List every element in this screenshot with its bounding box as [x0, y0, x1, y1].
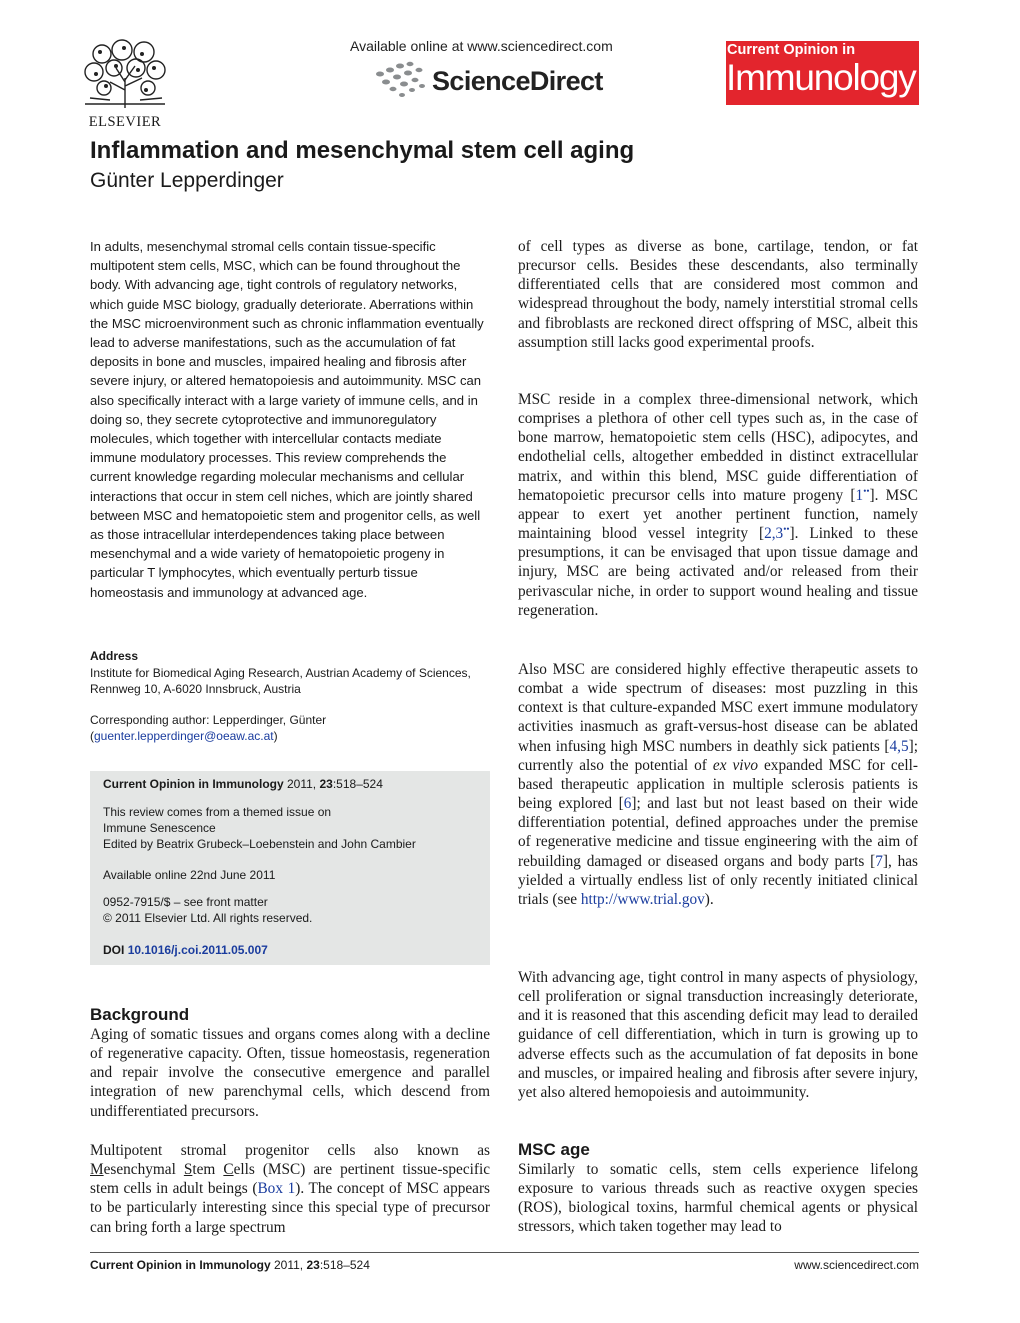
ref-4-5-link[interactable]: 4,5	[889, 737, 909, 755]
bg-p2-letter-c: C	[223, 1161, 234, 1179]
info-citation	[103, 776, 383, 792]
info-doi-link[interactable]: 10.1016/j.coi.2011.05.007	[127, 943, 268, 957]
sciencedirect-logo[interactable]	[372, 60, 622, 104]
rc-p3-text-c: expanded MSC for cell-based therapeutic application in multiple sclerosis patients is being explored [	[518, 756, 918, 813]
abstract: In adults, mesenchymal stromal cells contain tissue-specific multipotent stem cells, MSC, which can be found throughout the body. With advancing age, tight controls of regulatory networks, which guide MSC biology, gradually deteriorate. Aberrations within the MSC microenvironment such as chronic inflammation eventually lead to adverse manifestations, such as the accumulation of fat deposits in bone and muscles, impaired healing and fibrosis after severe injury, or altered hematopoiesis and autoimmunity. MSC can also specifically interact with a large variety of immune cells, and in doing so, they secrete cytoprotective and immunoregulatory molecules, which together with intercellular contacts mediate immune modulatory processes. This review comprehends the current knowledge regarding molecular mechanisms and cellular interactions that occur in stem cell niches, which are jointly shared between MSC and hematopoietic stem and progenitor cells, as well as those intracellular interdependences taking place between mesenchymal and a wide variety of hematopoietic progeny in particular T lymphocytes, which eventually perturb tissue homeostasis and immunology at advanced age.	[90, 239, 484, 600]
footer-journal-name: Current Opinion in Immunology	[90, 1258, 271, 1272]
rc-p2-text-a: MSC reside in a complex three-dimensional network, which comprises a plethora of other cell types such as, in the case of bone marrow, hematopoietic stem cells (HSC), adipocytes, and endothelial cells, altogether embedded in distinct extracellular matrix, and within this blend, MSC guide differentiation of hematopoietic precursor cells into mature progeny [	[518, 391, 918, 504]
info-theme-line-2: Immune Senescence	[103, 821, 216, 835]
rc-p2-text-b: ]. MSC appear to exert yet another pertinent function, namely maintaining blood vessel integrity [	[518, 486, 918, 543]
author-email-link[interactable]: guenter.lepperdinger@oeaw.ac.at	[94, 729, 274, 743]
address-line-1: Institute for Biomedical Aging Research, Austrian Academy of Sciences,	[90, 666, 471, 680]
right-paragraph-1: of cell types as diverse as bone, cartilage, tendon, or fat precursor cells. Besides these descendants, also terminally differentiated cells that are considered most common and widespread throughout the body, namely interstitial stromal cells and fibroblasts are reckoned direct offspring of MSC, albeit this assumption still lacks good experimental proofs.	[518, 238, 918, 351]
right-paragraph-4: With advancing age, tight control in many aspects of physiology, cell proliferation or signal transduction increasingly deteriorate, and it is reasoned that this ascending deficit may lead to derailed guidance of cell differentiation, which in turn is growing up to adverse effects such as the accumulation of fat deposits in bone and muscles, or impaired healing and fibrosis after severe injury, yet also altered hemopoiesis and autoimmunity.	[518, 969, 918, 1101]
footer-year: 2011,	[274, 1258, 304, 1272]
bg-p2-letter-m: M	[90, 1161, 104, 1179]
article-info-box	[90, 771, 490, 965]
footer-volume: 23	[306, 1258, 320, 1272]
info-copyright: © 2011 Elsevier Ltd. All rights reserved.	[103, 911, 313, 925]
bg-p2-text-a: Multipotent stromal progenitor cells also known as	[90, 1142, 490, 1159]
ref-7-link[interactable]: 7	[875, 852, 883, 870]
article-author: Günter Lepperdinger	[90, 169, 284, 192]
address-label: Address	[90, 649, 139, 663]
bg-p2-text-c: tem	[192, 1161, 224, 1179]
journal-badge[interactable]	[726, 41, 919, 105]
article-title: Inflammation and mesenchymal stem cell aging	[90, 137, 635, 164]
bg-p2-text-b: esenchymal	[103, 1161, 184, 1179]
info-doi	[103, 942, 268, 958]
journal-badge-top-text: Current Opinion in	[727, 42, 856, 58]
rc-p3-text-b: ]; currently also the potential of	[518, 737, 918, 774]
info-doi-label: DOI	[103, 943, 125, 957]
info-theme-line-3: Edited by Beatrix Grubeck–Loebenstein and John Cambier	[103, 837, 416, 851]
corresponding-author-name: Corresponding author: Lepperdinger, Günter	[90, 713, 327, 727]
rc-p2-text-c: ]. Linked to these presumptions, it can be envisaged that upon tissue damage and injury, MSC are being activated and/or released from their perivascular niche, in order to support wound healing and tissue regeneration.	[518, 525, 918, 619]
info-issn	[103, 894, 312, 926]
bg-p2-text-d: ells (MSC) are pertinent tissue-specific stem cells in adult beings (	[90, 1161, 490, 1198]
rc-p3-text-a: Also MSC are considered highly effective therapeutic assets to combat a wide spectrum of diseases: most puzzling in this context is that culture-expanded MSC exert immune modulatory activities inasmuch as graft-versus-host disease can be ablated when infusing high MSC numbers in deathly sick patients [	[518, 661, 918, 755]
footer-citation	[90, 1258, 370, 1272]
rc-p3-text-e: ], has yielded a virtually endless list of only recently initiated clinical trials (see	[518, 852, 919, 908]
elsevier-tree-icon	[80, 38, 170, 110]
ref-1-link[interactable]: 1	[855, 486, 864, 504]
elsevier-logo	[80, 38, 170, 130]
rc-p3-ex-vivo: ex vivo	[712, 756, 758, 774]
address-line-2: Rennweg 10, A-6020 Innsbruck, Austria	[90, 682, 301, 696]
info-journal-name: Current Opinion in Immunology	[103, 777, 284, 791]
journal-badge-title: Immunology	[726, 57, 916, 98]
info-theme	[103, 804, 416, 852]
trial-gov-link[interactable]: http://www.trial.gov	[580, 890, 705, 908]
footer-url[interactable]: www.sciencedirect.com	[794, 1258, 919, 1272]
background-paragraph-2	[90, 1141, 490, 1237]
publisher-wordmark: ELSEVIER	[88, 114, 162, 130]
bg-p2-letter-s: S	[183, 1161, 193, 1179]
info-volume: 23	[319, 777, 333, 791]
rc-p3-text-f: ).	[704, 890, 714, 908]
right-paragraph-3	[518, 660, 918, 909]
footer-divider	[90, 1252, 919, 1253]
sciencedirect-wordmark: ScienceDirect	[432, 66, 603, 96]
info-issn-line: 0952-7915/$ – see front matter	[103, 895, 268, 909]
address-text	[90, 665, 490, 697]
info-available-online: Available online 22nd June 2011	[103, 868, 276, 882]
corresponding-author: Corresponding author: Lepperdinger, Günter (guenter.lepperdinger@oeaw.ac.at)	[90, 713, 327, 743]
footer-pages: :518–524	[319, 1258, 370, 1272]
info-pages: :518–524	[332, 777, 383, 791]
rc-p3-text-d: ]; and last but not least based on their wide differentiation potential, defined approaches under the premise of regenerative medicine and tissue engineering with the aim of rebuilding damaged or diseased organs and body parts [	[518, 795, 919, 870]
info-year: 2011,	[287, 777, 317, 791]
info-theme-line-1: This review comes from a themed issue on	[103, 805, 332, 819]
right-paragraph-2	[518, 390, 918, 620]
box-1-link[interactable]: Box 1	[257, 1180, 296, 1198]
background-paragraph-1: Aging of somatic tissues and organs comes along with a decline of regenerative capacity. Often, tissue homeostasis, regeneration and repair involve the consecutive emergence and parallel integration of new parenchymal cells, which descend from undifferentiated precursors.	[90, 1026, 490, 1120]
background-heading: Background	[90, 1005, 190, 1024]
ref-3-marker: ••	[783, 524, 790, 534]
ref-2-3-link[interactable]: 2,3	[764, 525, 784, 543]
msc-age-heading: MSC age	[518, 1140, 590, 1159]
msc-age-paragraph-1: Similarly to somatic cells, stem cells experience lifelong exposure to various threads such as reactive oxygen species (ROS), biological toxins, harmful chemical agents or physical stressors, which taken together may lead to	[518, 1161, 918, 1236]
ref-1-marker: ••	[863, 485, 870, 496]
ref-6-link[interactable]: 6	[623, 795, 632, 813]
sciencedirect-dots-icon	[372, 60, 434, 102]
bg-p2-text-e: ). The concept of MSC appears to be particularly interesting since this special type of precursor can bring forth a large spectrum	[90, 1180, 491, 1236]
available-online-text[interactable]: Available online at www.sciencedirect.com	[350, 38, 613, 54]
